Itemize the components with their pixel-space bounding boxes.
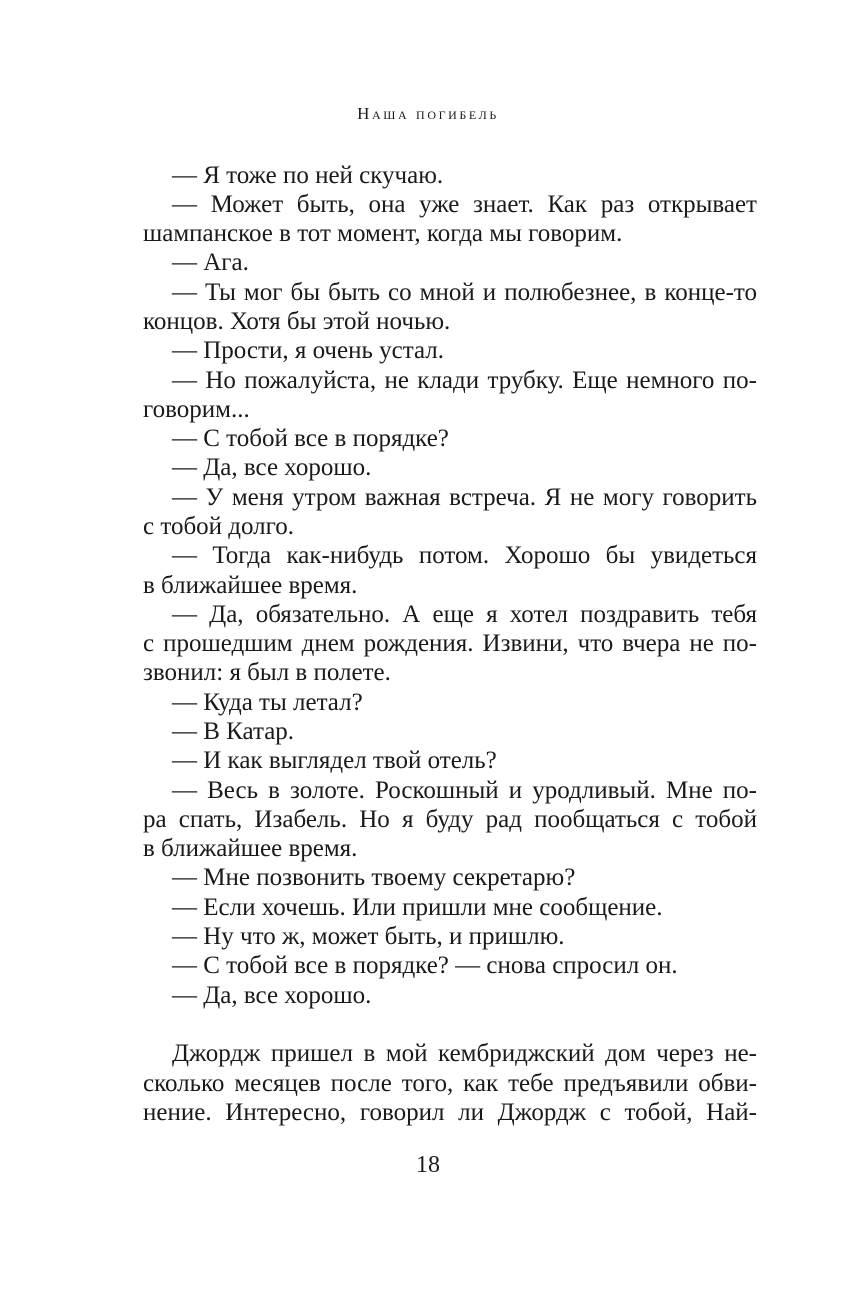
- text-line: нение. Интересно, говорил ли Джордж с тобой, Най-: [143, 1099, 757, 1126]
- text-line: — С тобой все в порядке?: [172, 425, 449, 452]
- text-line: — Может быть, она уже знает. Как раз открывает: [172, 191, 757, 218]
- text-line: Джордж пришел в мой кембриджский дом через не-: [172, 1040, 757, 1067]
- text-line: в ближайшее время.: [143, 572, 358, 599]
- text-line: — У меня утром важная встреча. Я не могу говорить: [172, 484, 757, 511]
- text-line: — Мне позвонить твоему секретарю?: [172, 864, 576, 891]
- text-line: ра спать, Изабель. Но я буду рад пообщаться с тобой: [143, 806, 757, 833]
- text-line: — Если хочешь. Или пришли мне сообщение.: [172, 894, 663, 921]
- text-line: с тобой долго.: [143, 513, 295, 540]
- text-line: с прошедшим днем рождения. Извини, что вчера не по-: [143, 630, 757, 657]
- text-line: в ближайшее время.: [143, 835, 358, 862]
- text-line: — Весь в золоте. Роскошный и уродливый. Мне по-: [172, 777, 757, 804]
- text-line: звонил: я был в полете.: [143, 659, 391, 686]
- text-line: — Да, все хорошо.: [172, 982, 372, 1009]
- text-line: шампанское в тот момент, когда мы говорим.: [143, 220, 623, 247]
- text-line: — Ну что ж, может быть, и пришлю.: [172, 923, 565, 950]
- text-line: — С тобой все в порядке? — снова спросил он.: [172, 952, 678, 979]
- text-line: — И как выглядел твой отель?: [172, 747, 497, 774]
- text-line: — Тогда как-нибудь потом. Хорошо бы увидеться: [172, 542, 757, 569]
- text-line: — Но пожалуйста, не клади трубку. Еще немного по-: [172, 367, 757, 394]
- running-header: Наша погибель: [357, 104, 499, 123]
- text-line: концов. Хотя бы этой ночью.: [143, 308, 451, 335]
- text-line: говорим...: [143, 396, 250, 423]
- text-line: — Я тоже по ней скучаю.: [172, 162, 444, 189]
- text-line: — Куда ты летал?: [172, 689, 363, 716]
- text-line: — Ага.: [172, 249, 249, 276]
- text-line: сколько месяцев после того, как тебе предъявили обви-: [143, 1070, 757, 1097]
- text-line: — Да, обязательно. А еще я хотел поздравить тебя: [172, 601, 757, 628]
- text-line: — Ты мог бы быть со мной и полюбезнее, в конце-то: [172, 279, 757, 306]
- text-line: — Да, все хорошо.: [172, 454, 372, 481]
- page-number: 18: [416, 1152, 440, 1178]
- text-line: — В Катар.: [172, 718, 295, 745]
- text-line: — Прости, я очень устал.: [172, 337, 444, 364]
